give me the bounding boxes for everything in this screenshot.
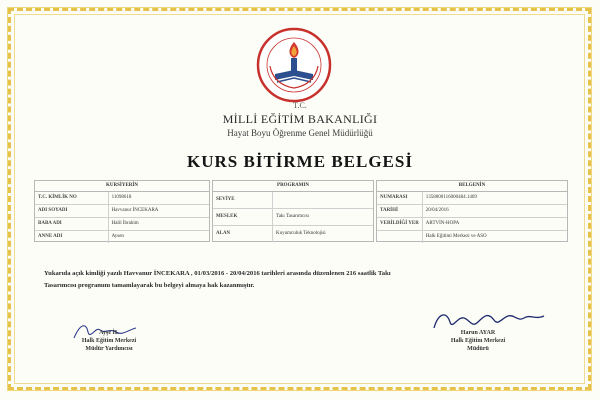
issue-institution-value: Halk Eğitimi Merkezi ve ASO — [425, 234, 487, 239]
table-row — [213, 226, 373, 242]
table-row — [213, 192, 373, 209]
ministry-emblem-icon — [255, 26, 333, 104]
profession-value: Takı Tasarımcısı — [276, 214, 309, 219]
profession-label: MESLEK — [213, 209, 273, 225]
table-row — [35, 218, 209, 231]
program-info-panel — [212, 180, 374, 242]
right-signatory-name: Harun AYAR — [460, 330, 496, 336]
mother-name-value: Aysen — [111, 234, 124, 239]
full-name-label: ADI SOYADI — [35, 205, 109, 217]
field-label: ALAN — [213, 226, 273, 242]
id-number-value: 11098618 — [111, 195, 132, 200]
certificate-date-value: 20/04/2016 — [425, 208, 449, 213]
certificate-info-panel — [376, 180, 568, 242]
right-signatory-institution: Halk Eğitim Merkezi — [450, 338, 506, 344]
full-name-value: Havvanur İNCEKARA — [111, 208, 159, 213]
certificate-date-label: TARİHİ — [377, 205, 423, 217]
trainee-panel-heading: KURSİYERİN — [35, 181, 209, 192]
id-number-label: T.C. KİMLİK NO — [35, 192, 109, 204]
issue-place-extra-label — [377, 231, 423, 243]
completion-statement — [44, 268, 564, 292]
field-value: Kuyumculuk Teknolojisi — [276, 231, 326, 236]
level-value — [273, 192, 373, 208]
left-signatory-name: Ayşe İL — [99, 330, 119, 336]
left-signatory-institution: Halk Eğitim Merkezi — [81, 338, 137, 344]
statement-line-1: Yukarıda açık kimliği yazılı Havvanur İNCEKARA , 01/03/2016 - 20/04/2016 tarihleri arasında düzenlenen 216 saatlik Takı — [44, 270, 391, 277]
left-signatory-title: Müdür Yardımcısı — [85, 346, 133, 352]
table-row — [377, 192, 567, 205]
father-name-value: Halil İbrahim — [111, 221, 139, 226]
certificate-number-value: 1358000116000484.1469 — [425, 195, 477, 200]
trainee-info-panel — [34, 180, 210, 242]
table-row — [35, 192, 209, 205]
level-label: SEVİYE — [213, 192, 273, 208]
table-row — [35, 231, 209, 243]
certificate-panel-heading: BELGENİN — [377, 181, 567, 192]
table-row — [35, 205, 209, 218]
table-row — [377, 231, 567, 243]
certificate-number-label: NUMARASI — [377, 192, 423, 204]
statement-line-2: Tasarımcısı programını tamamlayarak bu belgeyi almaya hak kazanmıştır. — [44, 282, 255, 289]
directorate-name: Hayat Boyu Öğrenme Genel Müdürlüğü — [227, 128, 373, 138]
father-name-label: BABA ADI — [35, 218, 109, 230]
republic-abbreviation: T.C. — [293, 101, 307, 110]
table-row — [377, 205, 567, 218]
table-row — [213, 209, 373, 226]
mother-name-label: ANNE ADI — [35, 231, 109, 243]
right-signatory-title: Müdürü — [467, 346, 489, 352]
issue-place-label: VERİLDİĞİ YER — [377, 218, 423, 230]
ministry-name: MİLLİ EĞİTİM BAKANLIĞI — [222, 112, 378, 126]
program-panel-heading: PROGRAMIN — [213, 181, 373, 192]
issue-place-value: ARTVİN-HOPA — [425, 221, 460, 226]
right-signature-block — [418, 328, 538, 353]
document-title: KURS BİTİRME BELGESİ — [187, 152, 413, 171]
table-row — [377, 218, 567, 231]
left-signature-block — [54, 328, 164, 353]
